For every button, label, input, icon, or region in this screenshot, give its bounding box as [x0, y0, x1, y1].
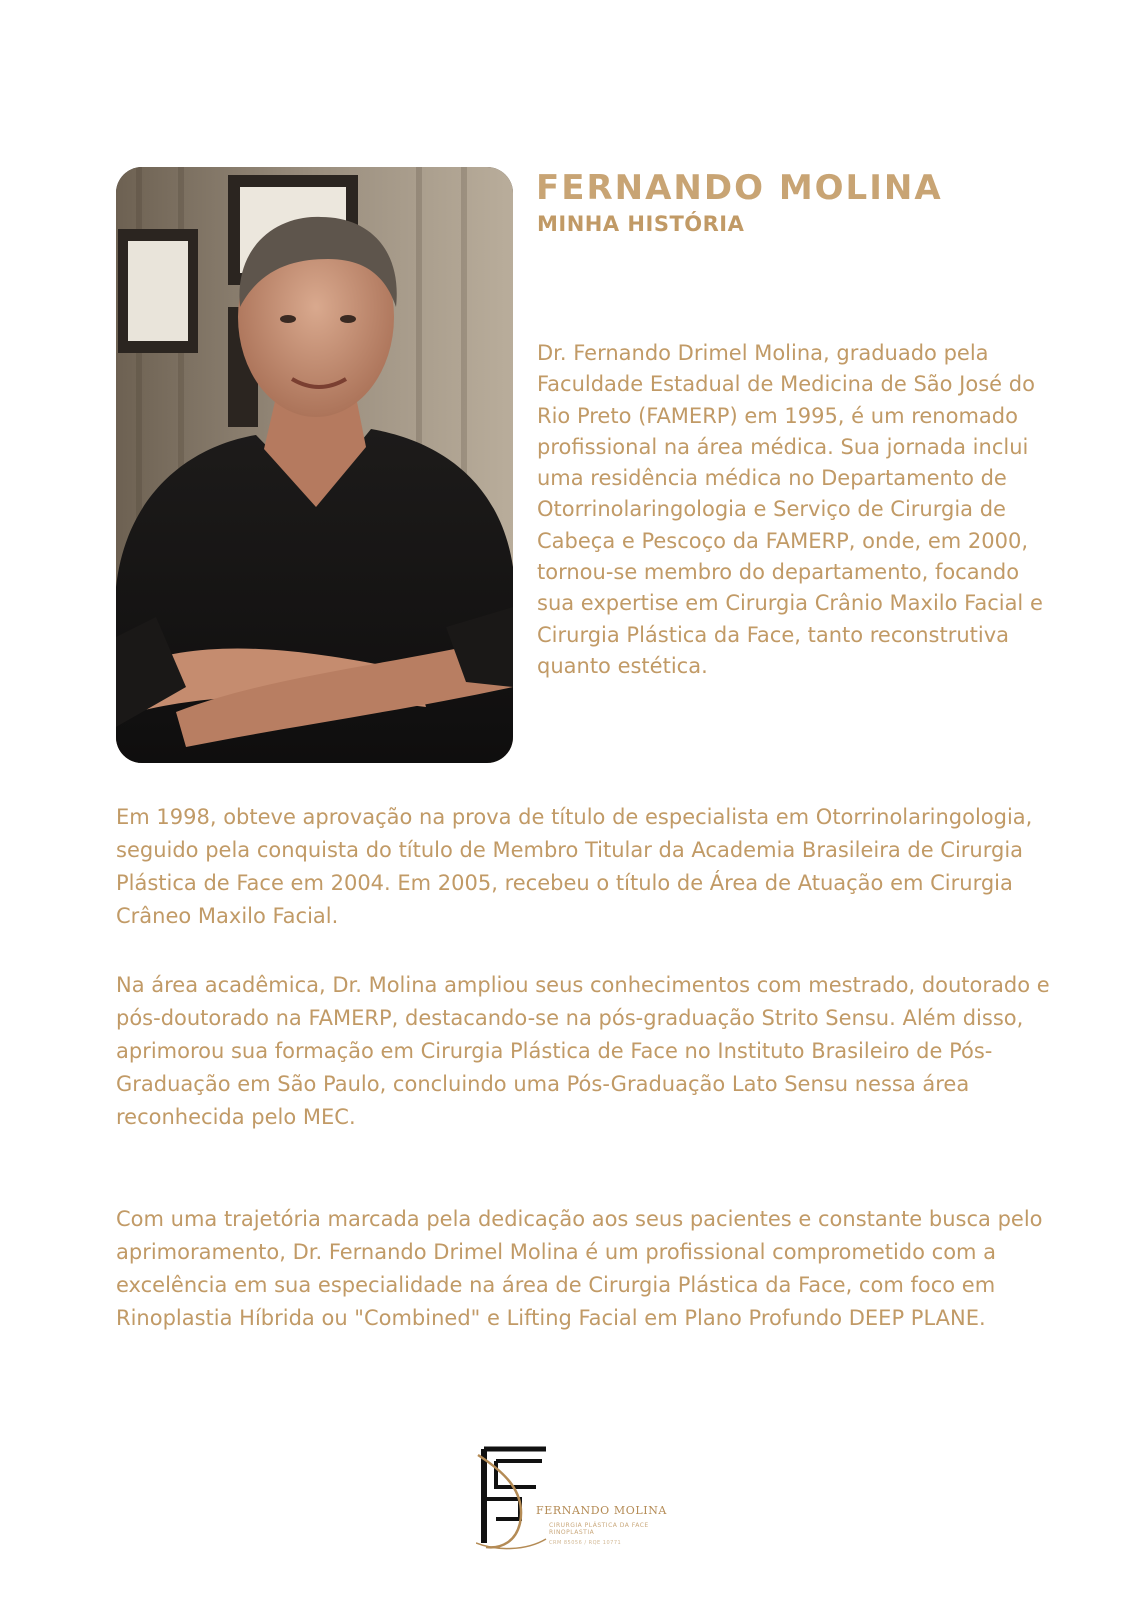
paragraph-3: Com uma trajetória marcada pela dedicação aos seus pacientes e constante busca pelo aprimoramento, Dr. Fernando Drimel Molina é um profissional comprometido com a excelência em sua especialidade na área de Cirurgia Plástica da Face, com foco em Rinoplastia Híbrida ou "Combined" e Lifting Facial em Plano Profundo DEEP PLANE.: [116, 1207, 1043, 1330]
page-title: FERNANDO MOLINA: [536, 168, 943, 208]
portrait-photo: [116, 167, 513, 763]
page-subtitle: MINHA HISTÓRIA: [537, 212, 745, 236]
intro-paragraph: Dr. Fernando Drimel Molina, graduado pela Faculdade Estadual de Medicina de São José do Rio Preto (FAMERP) em 1995, é um renomado profissional na área médica. Sua jornada inclui uma residência médica no Departamento de Otorrinolaringologia e Serviço de Cirurgia de Cabeça e Pescoço da FAMERP, onde, em 2000, tornou-se membro do departamento, focando sua expertise em Cirurgia Crânio Maxilo Facial e Cirurgia Plástica da Face, tanto reconstrutiva quanto estética.: [537, 341, 1043, 678]
wall-frame-left: [118, 229, 198, 353]
logo-registration: CRM 85056 / RQE 10771: [549, 1540, 622, 1546]
logo-name: FERNANDO MOLINA: [536, 1504, 667, 1517]
fm-monogram-icon: [476, 1443, 554, 1553]
paragraph-1: Em 1998, obteve aprovação na prova de título de especialista em Otorrinolaringologia, seguido pela conquista do título de Membro Titular da Academia Brasileira de Cirurgia Plástica de Face em 2004. Em 2005, recebeu o título de Área de Atuação em Cirurgia Crâneo Maxilo Facial.: [116, 805, 1033, 928]
portrait-illustration: [116, 167, 513, 763]
logo-tagline-1: CIRURGIA PLÁSTICA DA FACE: [549, 1522, 649, 1529]
footer-logo: [476, 1443, 676, 1553]
paragraph-2: Na área acadêmica, Dr. Molina ampliou seus conhecimentos com mestrado, doutorado e pós-doutorado na FAMERP, destacando-se na pós-graduação Strito Sensu. Além disso, aprimorou sua formação em Cirurgia Plástica de Face no Instituto Brasileiro de Pós-Graduação em São Paulo, concluindo uma Pós-Graduação Lato Sensu nessa área reconhecida pelo MEC.: [116, 973, 1050, 1129]
logo-tagline-2: RINOPLASTIA: [549, 1529, 595, 1536]
